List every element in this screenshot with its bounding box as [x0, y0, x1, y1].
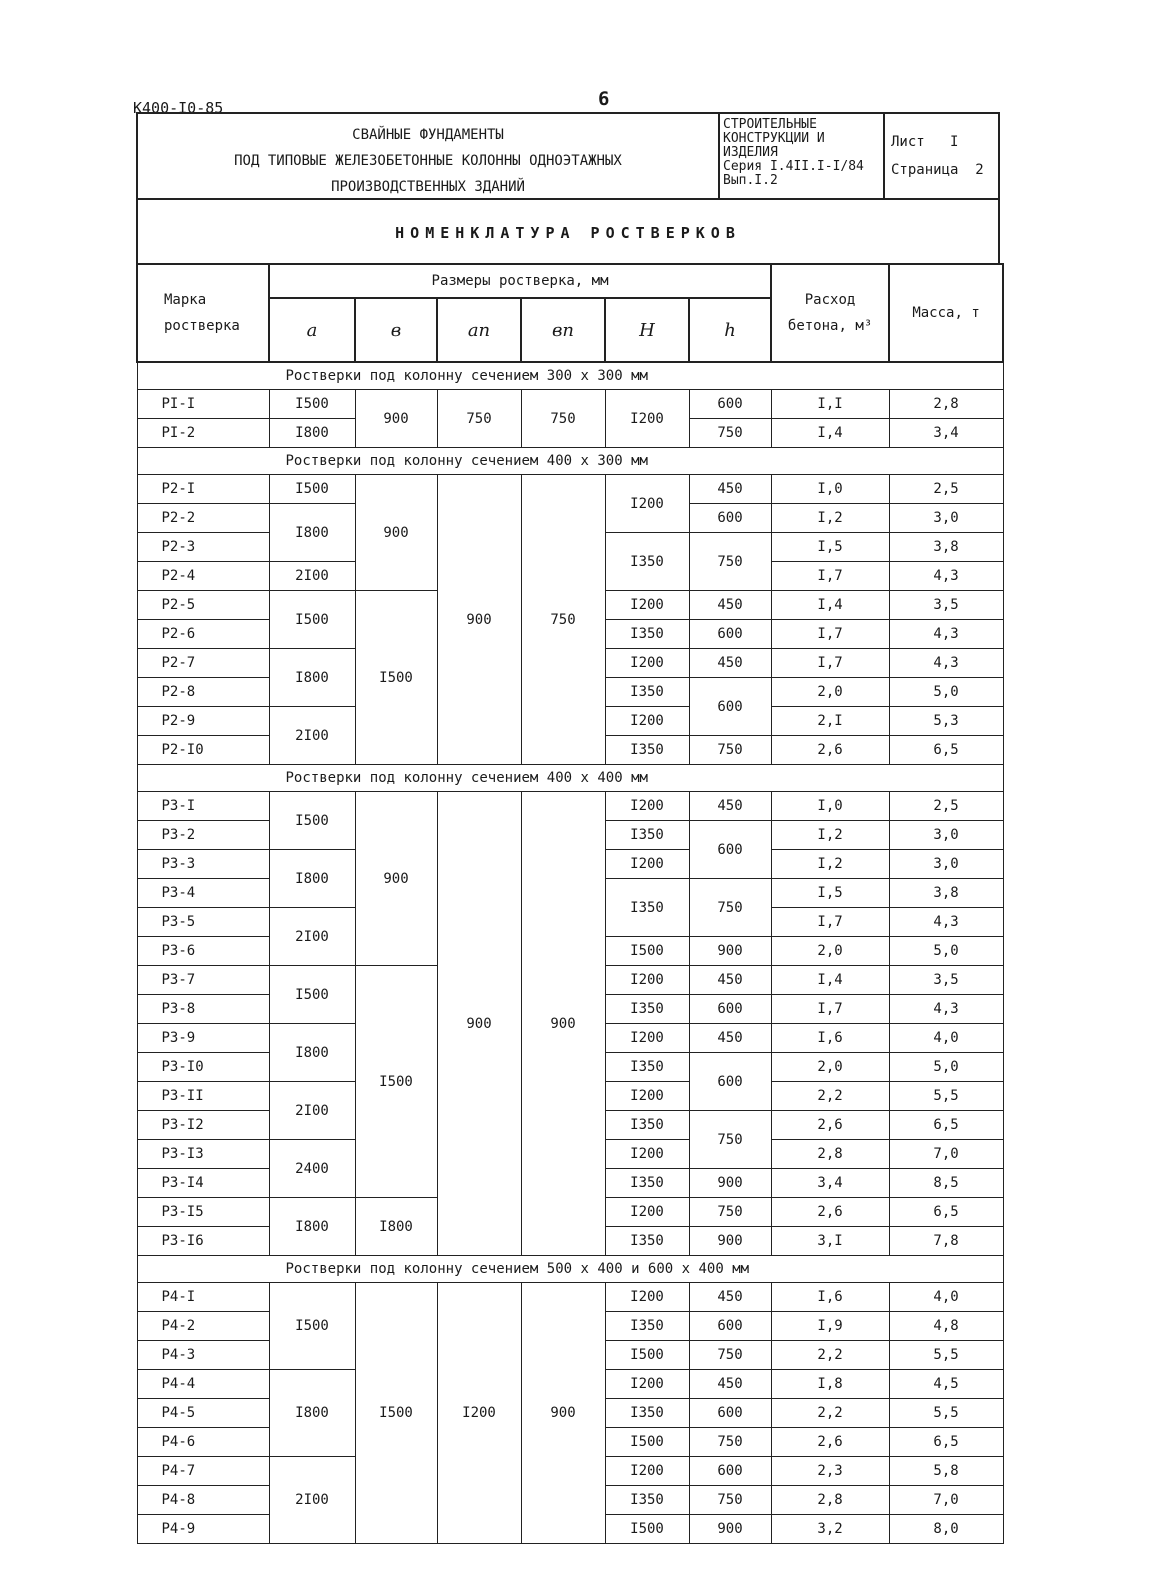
cell-h: 900	[689, 1515, 771, 1544]
cell-mark: P4-4	[137, 1370, 269, 1399]
cell-mark: P4-2	[137, 1312, 269, 1341]
section-title: Ростверки под колонну сечением 500 х 400 и 600 х 400 мм	[137, 1256, 1003, 1283]
cell-v: 2,6	[771, 1198, 889, 1227]
cell-m: 7,0	[889, 1486, 1003, 1515]
cell-H: I200	[605, 707, 689, 736]
cell-H: I200	[605, 792, 689, 821]
cell-H: I500	[605, 1515, 689, 1544]
cell-ap: 900	[437, 475, 521, 765]
cell-mark: P3-9	[137, 1024, 269, 1053]
cell-a: 2I00	[269, 908, 355, 966]
cell-h: 450	[689, 475, 771, 504]
cell-v: 3,2	[771, 1515, 889, 1544]
cell-mark: P3-4	[137, 879, 269, 908]
cell-h: 750	[689, 1341, 771, 1370]
header-a: a	[269, 298, 355, 362]
cell-v: I,0	[771, 792, 889, 821]
cell-a: I800	[269, 1370, 355, 1457]
nomenclature-table	[136, 263, 1004, 1544]
cell-m: 8,0	[889, 1515, 1003, 1544]
cell-m: 7,0	[889, 1140, 1003, 1169]
cell-h: 750	[689, 1198, 771, 1227]
cell-v: 2,6	[771, 1428, 889, 1457]
cell-m: 8,5	[889, 1169, 1003, 1198]
cell-m: 5,5	[889, 1399, 1003, 1428]
header-H: H	[605, 298, 689, 362]
cell-H: I350	[605, 1053, 689, 1082]
cell-v: I,9	[771, 1312, 889, 1341]
cell-H: I350	[605, 821, 689, 850]
cell-a: 2I00	[269, 707, 355, 765]
cell-h: 600	[689, 1053, 771, 1111]
cell-b: I500	[355, 1283, 437, 1544]
cell-h: 600	[689, 390, 771, 419]
cell-v: 2,2	[771, 1082, 889, 1111]
cell-v: I,7	[771, 562, 889, 591]
series-line-1: СТРОИТЕЛЬНЫЕ	[723, 117, 817, 132]
cell-h: 600	[689, 1312, 771, 1341]
cell-m: 6,5	[889, 1428, 1003, 1457]
page-value: 2	[975, 162, 984, 178]
cell-mark: P3-3	[137, 850, 269, 879]
cell-mark: P3-I5	[137, 1198, 269, 1227]
section-title: Ростверки под колонну сечением 400 х 300 мм	[137, 448, 1003, 475]
cell-mark: PI-I	[137, 390, 269, 419]
cell-m: 4,0	[889, 1024, 1003, 1053]
sheet-value: I	[950, 134, 959, 150]
cell-H: I200	[605, 1082, 689, 1111]
cell-v: I,6	[771, 1283, 889, 1312]
cell-ap: 900	[437, 792, 521, 1256]
cell-h: 750	[689, 736, 771, 765]
cell-H: I500	[605, 1341, 689, 1370]
cell-h: 750	[689, 879, 771, 937]
cell-v: 2,I	[771, 707, 889, 736]
cell-mark: P3-I0	[137, 1053, 269, 1082]
cell-H: I350	[605, 1111, 689, 1140]
cell-v: I,7	[771, 908, 889, 937]
cell-h: 600	[689, 1457, 771, 1486]
cell-mark: P3-7	[137, 966, 269, 995]
cell-m: 2,8	[889, 390, 1003, 419]
cell-H: I200	[605, 475, 689, 533]
cell-ap: 750	[437, 390, 521, 448]
cell-a: 2I00	[269, 562, 355, 591]
cell-m: 3,5	[889, 966, 1003, 995]
cell-h: 600	[689, 821, 771, 879]
cell-v: I,7	[771, 995, 889, 1024]
cell-m: 4,3	[889, 908, 1003, 937]
cell-b: I800	[355, 1198, 437, 1256]
cell-m: 3,0	[889, 821, 1003, 850]
header-mark: Марка ростверка	[137, 264, 269, 362]
cell-v: 2,6	[771, 736, 889, 765]
cell-m: 4,8	[889, 1312, 1003, 1341]
title-line-2: ПОД ТИПОВЫЕ ЖЕЛЕЗОБЕТОННЫЕ КОЛОННЫ ОДНОЭТАЖНЫХ	[234, 153, 622, 169]
cell-mark: P3-8	[137, 995, 269, 1024]
sheet-label: Лист	[891, 134, 925, 150]
cell-v: I,I	[771, 390, 889, 419]
cell-h: 450	[689, 649, 771, 678]
cell-H: I200	[605, 1283, 689, 1312]
cell-H: I200	[605, 850, 689, 879]
cell-H: I200	[605, 1457, 689, 1486]
cell-H: I200	[605, 966, 689, 995]
title-block	[136, 112, 1000, 200]
cell-h: 750	[689, 1111, 771, 1169]
cell-a: I800	[269, 850, 355, 908]
cell-m: 6,5	[889, 736, 1003, 765]
title-line-1: СВАЙНЫЕ ФУНДАМЕНТЫ	[352, 127, 504, 143]
cell-a: 2400	[269, 1140, 355, 1198]
cell-bp: 900	[521, 1283, 605, 1544]
cell-a: I800	[269, 419, 355, 448]
cell-mark: P3-5	[137, 908, 269, 937]
cell-mark: P4-7	[137, 1457, 269, 1486]
page-label: Страница	[891, 162, 959, 178]
cell-h: 600	[689, 995, 771, 1024]
cell-mark: PI-2	[137, 419, 269, 448]
cell-m: 2,5	[889, 792, 1003, 821]
cell-h: 450	[689, 1283, 771, 1312]
cell-h: 600	[689, 678, 771, 736]
cell-bp: 750	[521, 475, 605, 765]
series-line-3: ИЗДЕЛИЯ	[723, 145, 778, 160]
cell-h: 750	[689, 1428, 771, 1457]
section-header	[137, 765, 1003, 792]
cell-mark: P3-I2	[137, 1111, 269, 1140]
cell-H: I350	[605, 1227, 689, 1256]
cell-H: I350	[605, 620, 689, 649]
cell-m: 5,0	[889, 937, 1003, 966]
cell-mark: P2-I	[137, 475, 269, 504]
cell-h: 600	[689, 504, 771, 533]
cell-a: I800	[269, 1198, 355, 1256]
cell-v: 3,4	[771, 1169, 889, 1198]
cell-m: 5,0	[889, 1053, 1003, 1082]
cell-m: 4,3	[889, 649, 1003, 678]
cell-b: 900	[355, 792, 437, 966]
table-title: НОМЕНКЛАТУРА РОСТВЕРКОВ	[136, 200, 1000, 264]
cell-H: I500	[605, 937, 689, 966]
cell-H: I200	[605, 1198, 689, 1227]
cell-h: 900	[689, 1227, 771, 1256]
cell-mark: P3-I6	[137, 1227, 269, 1256]
cell-v: 2,0	[771, 678, 889, 707]
cell-h: 450	[689, 591, 771, 620]
cell-H: I200	[605, 1140, 689, 1169]
cell-a: I500	[269, 1283, 355, 1370]
cell-H: I350	[605, 533, 689, 591]
section-title: Ростверки под колонну сечением 300 х 300 мм	[137, 362, 1003, 390]
header-mass: Масса, т	[889, 264, 1003, 362]
cell-m: 2,5	[889, 475, 1003, 504]
cell-h: 450	[689, 792, 771, 821]
cell-m: 5,5	[889, 1341, 1003, 1370]
cell-H: I350	[605, 1169, 689, 1198]
cell-mark: P4-9	[137, 1515, 269, 1544]
cell-m: 5,5	[889, 1082, 1003, 1111]
cell-m: 5,8	[889, 1457, 1003, 1486]
cell-v: 2,8	[771, 1140, 889, 1169]
cell-v: I,4	[771, 966, 889, 995]
cell-a: I800	[269, 649, 355, 707]
table-body	[137, 362, 1003, 1544]
cell-v: 2,6	[771, 1111, 889, 1140]
cell-mark: P2-5	[137, 591, 269, 620]
cell-v: I,8	[771, 1370, 889, 1399]
cell-v: 2,2	[771, 1341, 889, 1370]
cell-mark: P4-5	[137, 1399, 269, 1428]
cell-h: 750	[689, 1486, 771, 1515]
series-line-4: Серия I.4II.I-I/84	[723, 159, 864, 174]
cell-v: 3,I	[771, 1227, 889, 1256]
cell-v: I,2	[771, 850, 889, 879]
cell-H: I350	[605, 879, 689, 937]
cell-H: I350	[605, 736, 689, 765]
cell-m: 3,5	[889, 591, 1003, 620]
cell-mark: P2-3	[137, 533, 269, 562]
cell-m: 4,0	[889, 1283, 1003, 1312]
cell-b: I500	[355, 591, 437, 765]
cell-m: 4,3	[889, 995, 1003, 1024]
page-of-sheet	[891, 162, 984, 178]
cell-H: I200	[605, 649, 689, 678]
cell-h: 750	[689, 419, 771, 448]
cell-a: I800	[269, 504, 355, 562]
cell-mark: P4-I	[137, 1283, 269, 1312]
cell-v: I,7	[771, 649, 889, 678]
cell-h: 900	[689, 1169, 771, 1198]
table-row	[137, 1283, 1003, 1312]
cell-m: 6,5	[889, 1198, 1003, 1227]
cell-mark: P3-I4	[137, 1169, 269, 1198]
cell-v: I,2	[771, 504, 889, 533]
cell-bp: 900	[521, 792, 605, 1256]
cell-mark: P2-9	[137, 707, 269, 736]
cell-H: I350	[605, 1312, 689, 1341]
cell-b: I500	[355, 966, 437, 1198]
sheet-number	[891, 134, 958, 150]
cell-a: I800	[269, 1024, 355, 1082]
cell-mark: P2-6	[137, 620, 269, 649]
cell-a: 2I00	[269, 1082, 355, 1140]
cell-H: I350	[605, 1399, 689, 1428]
cell-m: 3,4	[889, 419, 1003, 448]
cell-mark: P2-8	[137, 678, 269, 707]
cell-m: 4,3	[889, 620, 1003, 649]
title-line-3: ПРОИЗВОДСТВЕННЫХ ЗДАНИЙ	[331, 179, 525, 195]
cell-m: 4,5	[889, 1370, 1003, 1399]
cell-m: 3,8	[889, 533, 1003, 562]
cell-mark: P3-I	[137, 792, 269, 821]
cell-m: 6,5	[889, 1111, 1003, 1140]
cell-mark: P3-6	[137, 937, 269, 966]
cell-mark: P2-4	[137, 562, 269, 591]
cell-a: I500	[269, 591, 355, 649]
cell-H: I200	[605, 390, 689, 448]
section-title: Ростверки под колонну сечением 400 х 400 мм	[137, 765, 1003, 792]
cell-H: I350	[605, 995, 689, 1024]
cell-mark: P4-6	[137, 1428, 269, 1457]
cell-mark: P2-2	[137, 504, 269, 533]
cell-ap: I200	[437, 1283, 521, 1544]
header-ap: aп	[437, 298, 521, 362]
series-line-2: КОНСТРУКЦИИ И	[723, 131, 825, 146]
cell-h: 600	[689, 1399, 771, 1428]
cell-v: I,5	[771, 879, 889, 908]
table-row	[137, 390, 1003, 419]
cell-v: 2,3	[771, 1457, 889, 1486]
cell-a: I500	[269, 966, 355, 1024]
table-row	[137, 792, 1003, 821]
cell-v: I,4	[771, 591, 889, 620]
cell-v: I,6	[771, 1024, 889, 1053]
cell-m: 3,0	[889, 504, 1003, 533]
cell-h: 450	[689, 1024, 771, 1053]
cell-mark: P4-3	[137, 1341, 269, 1370]
cell-v: I,5	[771, 533, 889, 562]
cell-a: I500	[269, 390, 355, 419]
cell-v: 2,8	[771, 1486, 889, 1515]
cell-H: I500	[605, 1428, 689, 1457]
cell-v: I,2	[771, 821, 889, 850]
cell-v: 2,0	[771, 1053, 889, 1082]
series-block	[723, 118, 864, 188]
header-concrete: Расход бетона, м³	[771, 264, 889, 362]
cell-v: 2,2	[771, 1399, 889, 1428]
cell-H: I200	[605, 591, 689, 620]
cell-h: 600	[689, 620, 771, 649]
cell-bp: 750	[521, 390, 605, 448]
cell-mark: P4-8	[137, 1486, 269, 1515]
cell-h: 450	[689, 966, 771, 995]
cell-a: 2I00	[269, 1457, 355, 1544]
cell-mark: P3-II	[137, 1082, 269, 1111]
section-header	[137, 448, 1003, 475]
cell-h: 450	[689, 1370, 771, 1399]
cell-m: 5,3	[889, 707, 1003, 736]
series-line-5: Вып.I.2	[723, 173, 778, 188]
cell-v: 2,0	[771, 937, 889, 966]
cell-m: 3,0	[889, 850, 1003, 879]
cell-H: I200	[605, 1370, 689, 1399]
cell-H: I350	[605, 1486, 689, 1515]
cell-h: 750	[689, 533, 771, 591]
cell-v: I,4	[771, 419, 889, 448]
header-b: в	[355, 298, 437, 362]
cell-m: 4,3	[889, 562, 1003, 591]
cell-v: I,7	[771, 620, 889, 649]
cell-m: 7,8	[889, 1227, 1003, 1256]
header-dims-group: Размеры ростверка, мм	[269, 264, 771, 298]
cell-a: I500	[269, 475, 355, 504]
page-number: 6	[598, 88, 610, 110]
table-row	[137, 475, 1003, 504]
cell-m: 5,0	[889, 678, 1003, 707]
document-code: К400-I0-85	[133, 99, 224, 117]
cell-b: 900	[355, 390, 437, 448]
cell-mark: P3-I3	[137, 1140, 269, 1169]
cell-mark: P2-7	[137, 649, 269, 678]
cell-a: I500	[269, 792, 355, 850]
cell-H: I350	[605, 678, 689, 707]
cell-mark: P2-I0	[137, 736, 269, 765]
cell-m: 3,8	[889, 879, 1003, 908]
section-header	[137, 362, 1003, 390]
cell-mark: P3-2	[137, 821, 269, 850]
header-h: h	[689, 298, 771, 362]
cell-h: 900	[689, 937, 771, 966]
cell-H: I200	[605, 1024, 689, 1053]
cell-v: I,0	[771, 475, 889, 504]
cell-b: 900	[355, 475, 437, 591]
header-bp: вп	[521, 298, 605, 362]
section-header	[137, 1256, 1003, 1283]
